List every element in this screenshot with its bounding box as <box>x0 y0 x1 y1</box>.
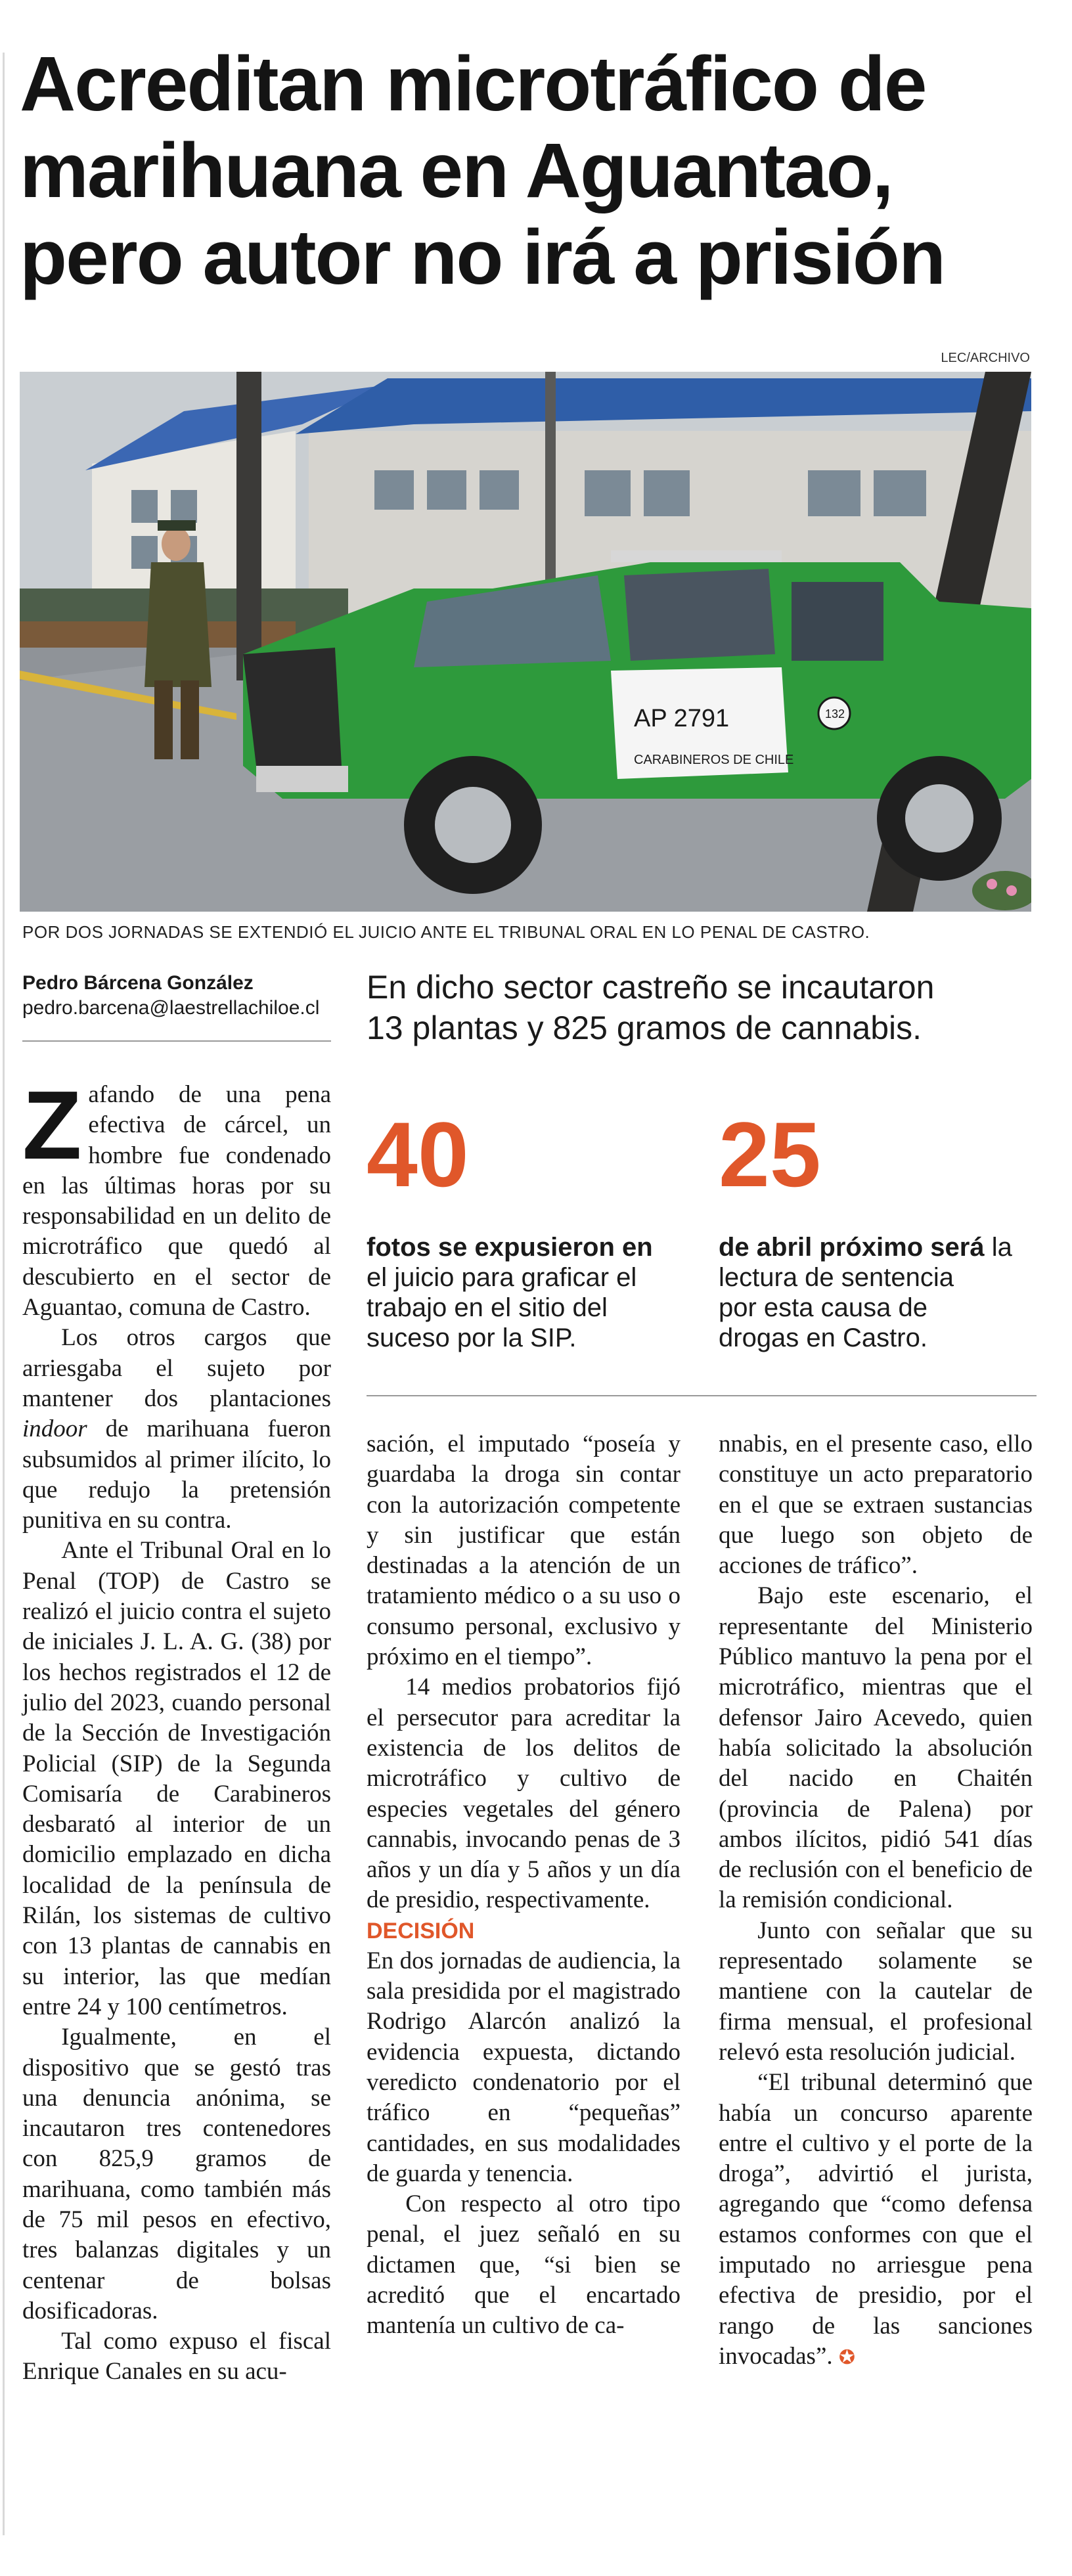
body-column-2 <box>367 1429 681 2342</box>
body-paragraph: Bajo este escenario, el representante del Ministerio Público mantuvo la pena por el microtráfico, mientras que el defensor Jairo Acevedo, quien había solicitado la absolución del nacido en Chaitén (provincia de Palena) por ambos ilícitos, pidió 541 días de reclusión con el beneficio de la remisión condicional. <box>719 1582 1033 1914</box>
stat-number-date: 25 <box>719 1103 821 1206</box>
section-subhead: DECISIÓN <box>367 1918 475 1943</box>
body-paragraph: nnabis, en el presente caso, ello constituye un acto preparatorio en el que se extraen sustancias que luego son objeto de acciones de tráfico”. <box>719 1431 1033 1580</box>
body-paragraph: En dos jornadas de audiencia, la sala presidida por el magistrado Rodrigo Alarcón analizó la evidencia expuesta, dictando veredicto condenatorio por el tráfico en “pequeñas” cantidades, en sus modalidades de guarda y tenencia. <box>367 1947 681 2187</box>
stat-text-date <box>719 1232 1012 1353</box>
photo-credit: LEC/ARCHIVO <box>941 351 1030 365</box>
headline-line-2: marihuana en Aguantao, <box>20 127 893 214</box>
stat-line: por esta causa de <box>719 1293 927 1322</box>
body-column-1 <box>22 1071 331 2387</box>
drop-cap: Z <box>22 1071 82 1180</box>
body-paragraph: Igualmente, en el dispositivo que se gestó tras una denuncia anónima, se incautaron tres contenedores con 825,9 gramos de marihuana, como también más de 75 mil pesos en efectivo, tres balanzas digitales y un centenar de bolsas dosificadoras. <box>22 2024 331 2324</box>
news-photo <box>20 372 1031 912</box>
body-paragraph: “El tribunal determinó que había un concurso aparente entre el cultivo y el porte de la droga”, advirtió el jurista, agregando que “como defensa estamos conformes con que el imputado no arriesgue pena efectiva de presidio, por el rango de las sanciones invocadas”. ✪ <box>719 2069 1033 2370</box>
lede-line-2: 13 plantas y 825 gramos de cannabis. <box>367 1010 922 1046</box>
headline-line-1: Acreditan microtráfico de <box>20 41 926 127</box>
body-paragraph: Junto con señalar que su representado solamente se mantiene con la cautelar de firma mensual, el profesional relevó esta resolución judicial. <box>719 1917 1033 2066</box>
stat-line: suceso por la SIP. <box>367 1323 577 1352</box>
stat-line: lectura de sentencia <box>719 1263 954 1292</box>
stat-number-photos: 40 <box>367 1103 469 1206</box>
body-paragraph: Zafando de una pena efectiva de cárcel, un hombre fue condenado en las últimas horas por su responsabilidad en un delito de microtráfico que quedó al descubierto en el sector de Aguantao, comuna de Castro. <box>22 1071 331 1321</box>
vehicle-plate-text: AP 2791 <box>634 705 730 732</box>
lede-line-1: En dicho sector castreño se incautaron <box>367 969 935 1006</box>
headline-line-3: pero autor no irá a prisión <box>20 214 945 301</box>
stat-line: el juicio para graficar el <box>367 1263 637 1292</box>
body-column-3 <box>719 1429 1033 2373</box>
stat-bold-date: de abril próximo será <box>719 1233 985 1262</box>
stat-line: drogas en Castro. <box>719 1323 927 1352</box>
stats-divider <box>367 1395 1037 1396</box>
stat-tail-date: la <box>984 1233 1012 1262</box>
byline-email: pedro.barcena@laestrellachiloe.cl <box>22 997 320 1019</box>
photo-caption: POR DOS JORNADAS SE EXTENDIÓ EL JUICIO ANTE EL TRIBUNAL ORAL EN LO PENAL DE CASTRO. <box>22 922 870 942</box>
stat-text-photos <box>367 1232 653 1353</box>
byline-divider <box>22 1040 331 1042</box>
vehicle-label-text: CARABINEROS DE CHILE <box>634 753 794 767</box>
stat-line: trabajo en el sitio del <box>367 1293 608 1322</box>
headline <box>20 41 1058 301</box>
byline-author: Pedro Bárcena González <box>22 972 254 994</box>
police-truck-scene <box>20 372 1031 912</box>
body-paragraph: Con respecto al otro tipo penal, el juez señaló en su dictamen que, “si bien se acreditó que el encartado mantenía un cultivo de ca- <box>367 2190 681 2340</box>
stat-bold-photos: fotos se expusieron en <box>367 1233 653 1262</box>
article-end-icon: ✪ <box>838 2345 856 2369</box>
body-paragraph: 14 medios probatorios fijó el persecutor para acreditar la existencia de los delitos de microtráfico y cultivo de especies vegetales del género cannabis, invocando penas de 3 años y un día y 5 años y un día de presidio, respectivamente. <box>367 1674 681 1914</box>
body-paragraph: sación, el imputado “poseía y guardaba la droga sin contar con la autorización competente y sin justificar que están destinadas a la atención de un tratamiento médico o a su uso o consumo personal, exclusivo y próximo en el tiempo”. <box>367 1431 681 1671</box>
page-margin-rule <box>3 53 5 2535</box>
lede-summary <box>367 967 1037 1048</box>
body-paragraph: Los otros cargos que arriesgaba el sujeto por mantener dos plantaciones indoor de marihuana fueron subsumidos al primer ilícito, lo que redujo la pretensión punitiva en su contra. <box>22 1324 331 1534</box>
body-paragraph: Tal como expuso el fiscal Enrique Canales en su acu- <box>22 2328 331 2386</box>
body-paragraph: Ante el Tribunal Oral en lo Penal (TOP) de Castro se realizó el juicio contra el sujeto de iniciales J. L. A. G. (38) por los hechos registrados el 12 de julio del 2023, cuando personal de la Sección de Investigación Policial (SIP) de la Segunda Comisaría de Carabineros desbarató al interior de un domicilio emplazado en dicha localidad de la península de Rilán, los sistemas de cultivo con 13 plantas de cannabis en su interior, las que medían entre 24 y 100 centímetros. <box>22 1537 331 2020</box>
vehicle-badge-text: 132 <box>825 707 845 721</box>
